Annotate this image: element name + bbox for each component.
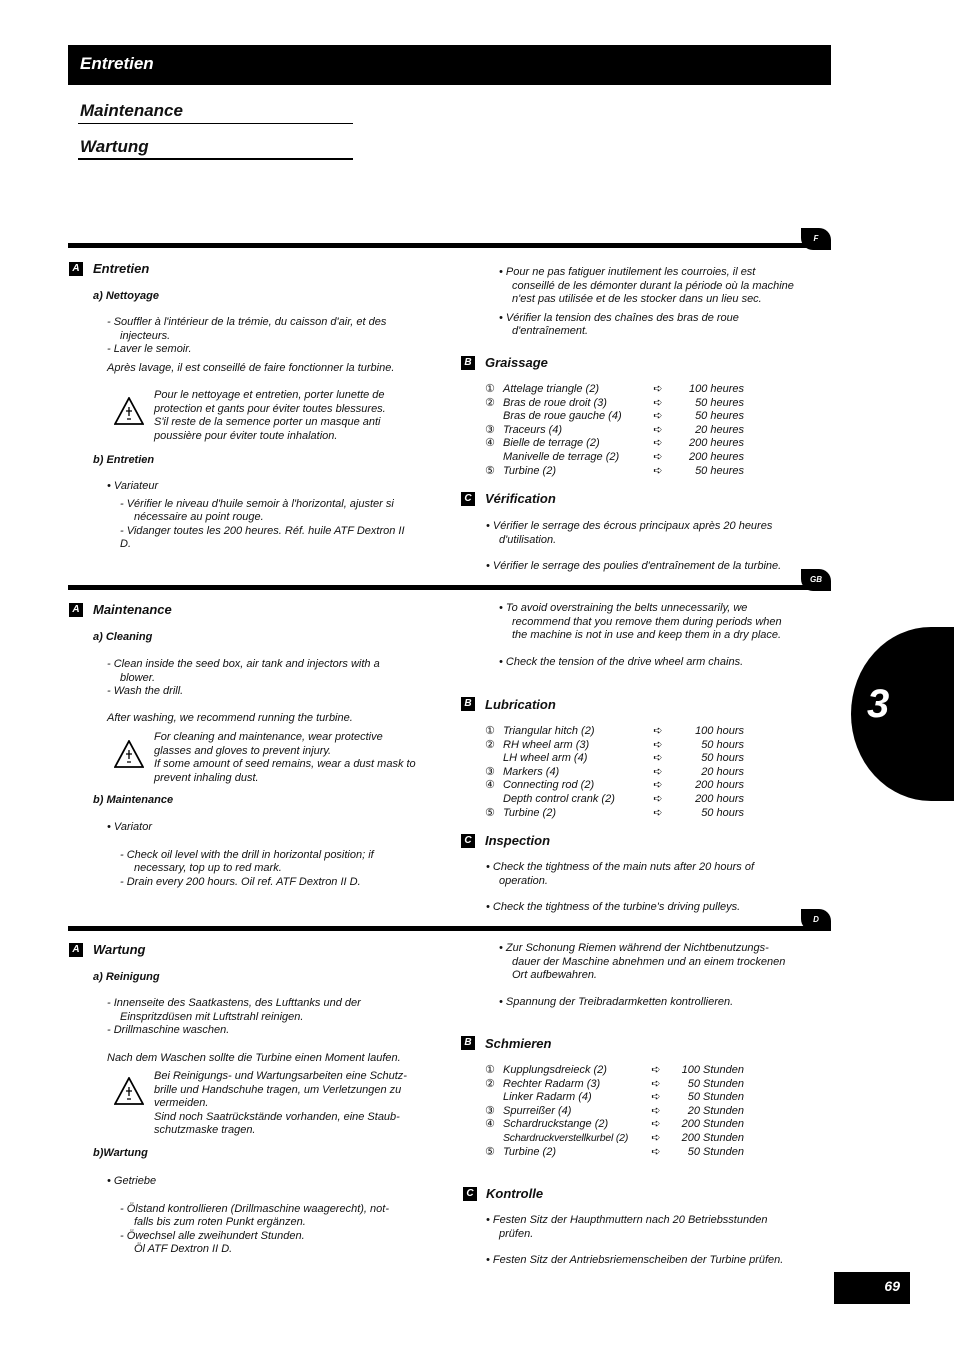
section-c-icon: C	[463, 1187, 477, 1201]
inspection-list: • Vérifier le serrage des écrous principaux après 20 heures d'utilisation. • Vérifier le serrage des poulies d'entraînement de la turbine.	[486, 520, 782, 573]
cleaning-list: - Souffler à l'intérieur de la trémie, du caisson d'air, et des injecteurs. - Laver le semoir.	[107, 316, 387, 356]
lubrication-table	[485, 1064, 744, 1159]
chapter-number: 3	[867, 682, 890, 726]
belts-note: • Pour ne pas fatiguer inutilement les courroies, il est conseillé de les démonter durant la période où la machine n'est pas utilisée et de les stocker dans un lieu sec. • Vérifier la tension des chaînes des bras de roue d'entraînement.	[499, 266, 794, 338]
safety-warning-text: Bei Reinigungs- und Wartungsarbeiten eine Schutz- brille und Handschuhe tragen, um Verletzungen zu vermeiden. Sind noch Saatrückstände vorhanden, eine Staub- schutzmaske tragen.	[154, 1070, 407, 1137]
maintenance-subtitle: b) Maintenance	[93, 794, 174, 806]
table-row: ② Rechter Radarm (3) ➪ 50 Stunden	[485, 1077, 744, 1090]
page-number-box	[834, 1272, 910, 1304]
cleaning-title: a) Reinigung	[93, 971, 160, 983]
table-row: ⑤ Turbine (2) ➪ 50 hours	[485, 806, 744, 819]
greasing-table	[485, 383, 744, 478]
section-a-icon: A	[69, 943, 83, 957]
inspection-list: • Festen Sitz der Haupthmuttern nach 20 Betriebsstunden prüfen. • Festen Sitz der Antriebsriemenscheiben der Turbine prüfen.	[486, 1214, 784, 1267]
table-row: ⑤ Turbine (2) ➪ 50 heures	[485, 464, 744, 477]
safety-warning-text: Pour le nettoyage et entretien, porter lunette de protection et gants pour éviter toutes blessures. S'il reste de la semence porter un masque anti poussière pour éviter toute inhalation.	[154, 389, 386, 442]
header-bar	[68, 45, 831, 85]
section-a-title: Maintenance	[93, 602, 172, 617]
belts-note: • Zur Schonung Riemen während der Nichtbenutzungs- dauer der Maschine abnehmen und an einem trockenen Ort aufbewahren. • Spannung der Treibradarmketten kontrollieren.	[499, 942, 786, 1008]
table-row: Linker Radarm (4) ➪ 50 Stunden	[503, 1091, 744, 1104]
cleaning-title: a) Cleaning	[93, 631, 153, 643]
language-tab-fr: F	[801, 228, 831, 250]
cleaning-list: - Innenseite des Saatkastens, des Lufttanks und der Einspritzdüsen mit Luftstrahl reinigen. - Drillmaschine waschen.	[107, 997, 361, 1037]
section-c-title: Kontrolle	[486, 1186, 544, 1201]
subtitle-underline	[78, 123, 353, 124]
section-a-title: Entretien	[93, 261, 150, 276]
section-b-title: Graissage	[485, 355, 548, 370]
subtitle-maintenance: Maintenance	[80, 101, 183, 120]
section-c-icon: C	[461, 834, 475, 848]
warning-triangle-icon	[114, 1077, 144, 1105]
safety-warning-text: For cleaning and maintenance, wear protective glasses and gloves to prevent injury. If some amount of seed remains, wear a dust mask to prevent inhaling dust.	[154, 731, 416, 784]
language-tab-de: D	[801, 909, 831, 931]
lubrication-table	[485, 725, 744, 820]
section-a-icon: A	[69, 603, 83, 617]
after-wash-note: Nach dem Waschen sollte die Turbine einen Moment laufen.	[107, 1052, 401, 1064]
table-row: Bras de roue gauche (4) ➪ 50 heures	[503, 410, 744, 423]
table-row: ⑤ Turbine (2) ➪ 50 Stunden	[485, 1145, 744, 1158]
table-row: Manivelle de terrage (2) ➪ 200 heures	[503, 450, 744, 463]
table-row: ③ Traceurs (4) ➪ 20 heures	[485, 423, 744, 436]
warning-triangle-icon	[114, 397, 144, 425]
table-row: ② RH wheel arm (3) ➪ 50 hours	[485, 738, 744, 751]
belts-note: • To avoid overstraining the belts unnecessarily, we recommend that you remove them during periods when the machine is not in use and keep them in a dry place. • Check the tension of the drive wheel arm chains.	[499, 602, 782, 668]
table-row: ③ Markers (4) ➪ 20 hours	[485, 765, 744, 778]
after-wash-note: Après lavage, il est conseillé de faire fonctionner la turbine.	[107, 362, 395, 374]
table-row: ① Kupplungsdreieck (2) ➪ 100 Stunden	[485, 1064, 744, 1076]
table-row: ① Attelage triangle (2) ➪ 100 heures	[485, 383, 744, 395]
maintenance-subtitle: b)Wartung	[93, 1147, 148, 1159]
page-number: 69	[884, 1278, 900, 1294]
section-a-title: Wartung	[93, 942, 146, 957]
chapter-tab	[851, 627, 954, 801]
section-divider-fr	[68, 243, 831, 248]
table-row: LH wheel arm (4) ➪ 50 hours	[503, 752, 744, 765]
inspection-list: • Check the tightness of the main nuts after 20 hours of operation. • Check the tightness of the turbine's driving pulleys.	[486, 861, 755, 914]
section-c-title: Vérification	[485, 491, 556, 506]
section-divider-de	[68, 926, 831, 931]
language-tab-gb: GB	[801, 569, 831, 591]
section-b-title: Schmieren	[485, 1036, 552, 1051]
section-b-icon: B	[461, 1036, 475, 1050]
table-row: ② Bras de roue droit (3) ➪ 50 heures	[485, 396, 744, 409]
section-b-title: Lubrication	[485, 697, 556, 712]
section-b-icon: B	[461, 356, 475, 370]
table-row: ① Triangular hitch (2) ➪ 100 hours	[485, 725, 744, 737]
table-row: Depth control crank (2) ➪ 200 hours	[503, 792, 744, 805]
table-row: ④ Schardruckstange (2) ➪ 200 Stunden	[485, 1118, 744, 1131]
subtitle-wartung: Wartung	[80, 137, 149, 156]
variator-list: • Getriebe - Ölstand kontrollieren (Drillmaschine waagerecht), not- falls bis zum roten Punkt ergänzen. - Öwechsel alle zweihundert Stunden. Öl ATF Dextron II D.	[107, 1175, 389, 1256]
maintenance-subtitle: b) Entretien	[93, 454, 155, 466]
variator-list: • Variateur - Vérifier le niveau d'huile semoir à l'horizontal, ajuster si nécessaire au point rouge. - Vidanger toutes les 200 heures. Réf. huile ATF Dextron II D.	[107, 480, 405, 551]
table-row: ③ Spurreißer (4) ➪ 20 Stunden	[485, 1104, 744, 1117]
table-row: ④ Bielle de terrage (2) ➪ 200 heures	[485, 437, 744, 450]
after-wash-note: After washing, we recommend running the turbine.	[107, 712, 353, 724]
table-row: ④ Connecting rod (2) ➪ 200 hours	[485, 779, 744, 792]
section-c-title: Inspection	[485, 833, 551, 848]
warning-triangle-icon	[114, 740, 144, 768]
table-row: Schardruckverstellkurbel (2) ➪ 200 Stunden	[503, 1131, 744, 1144]
page-title: Entretien	[80, 54, 154, 73]
variator-list: • Variator - Check oil level with the drill in horizontal position; if necessary, top up to red mark. - Drain every 200 hours. Oil ref. ATF Dextron II D.	[107, 821, 374, 888]
subtitle-underline	[78, 158, 353, 160]
section-a-icon: A	[69, 262, 83, 276]
cleaning-list: - Clean inside the seed box, air tank and injectors with a blower. - Wash the drill.	[107, 658, 380, 698]
section-divider-gb	[68, 585, 831, 590]
section-c-icon: C	[461, 492, 475, 506]
cleaning-title: a) Nettoyage	[93, 290, 160, 302]
section-b-icon: B	[461, 697, 475, 711]
